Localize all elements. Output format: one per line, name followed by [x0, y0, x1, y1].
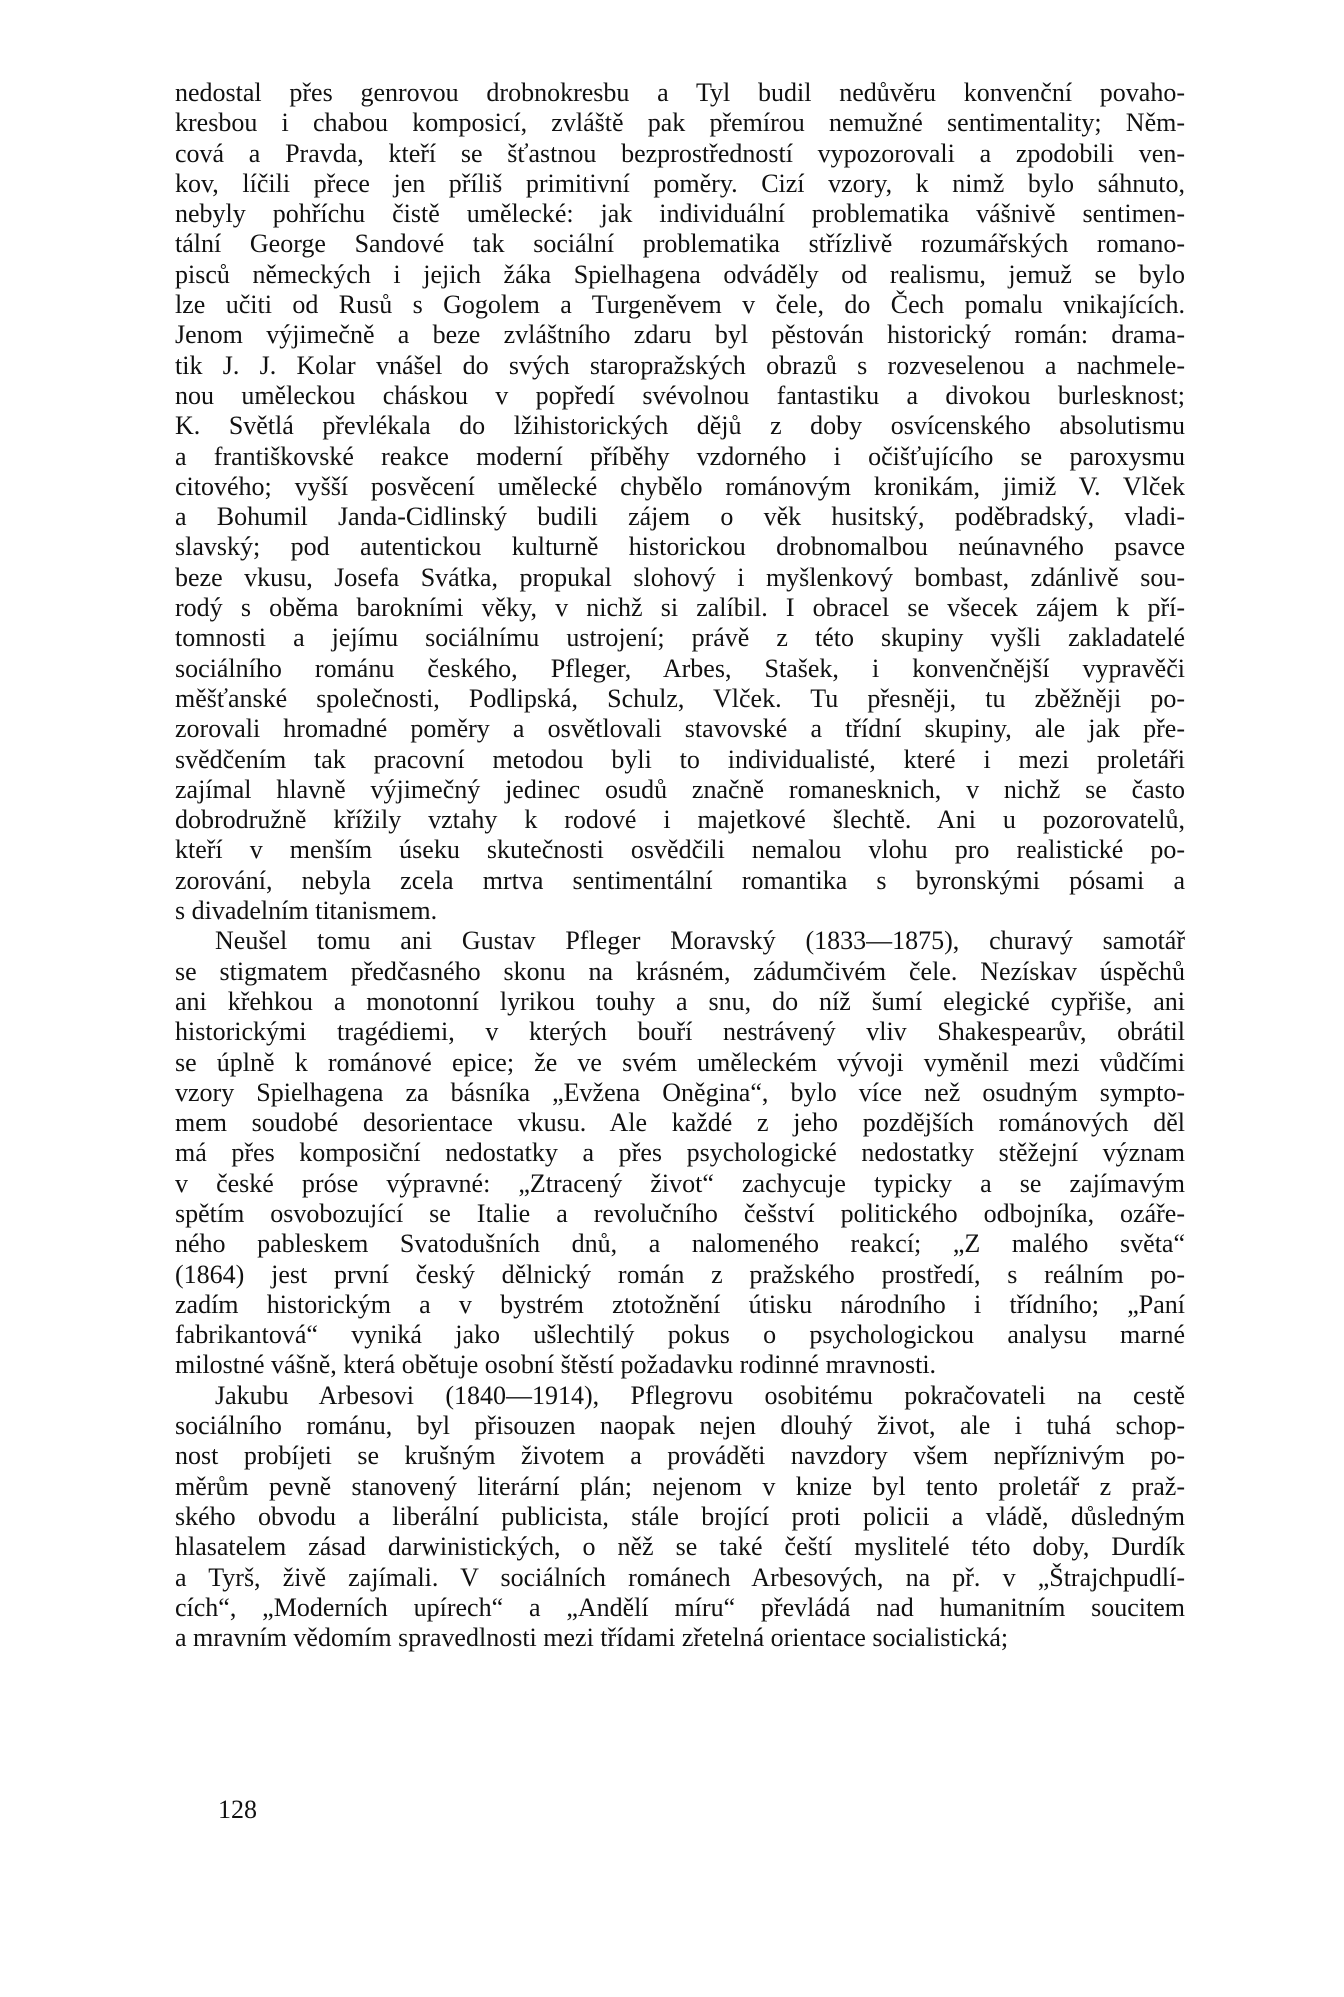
- text-line: kov, líčili přece jen příliš primitivní poměry. Cizí vzory, k nimž bylo sáhnuto,: [175, 168, 1185, 198]
- text-line: beze vkusu, Josefa Svátka, propukal slohový i myšlenkový bombast, zdánlivě sou-: [175, 562, 1185, 592]
- text-line: svědčením tak pracovní metodou byli to individualisté, které i mezi proletáři: [175, 744, 1185, 774]
- text-line: Neušel tomu ani Gustav Pfleger Moravský (1833—1875), churavý samotář: [215, 926, 1185, 956]
- text-line: a Tyrš, živě zajímali. V sociálních románech Arbesových, na př. v „Štrajchpudlí-: [175, 1562, 1185, 1592]
- text-line: ného pableskem Svatodušních dnů, a nalomeného reakcí; „Z malého světa“: [175, 1229, 1185, 1259]
- text-line: mem soudobé desorientace vkusu. Ale každé z jeho pozdějších románových děl: [175, 1108, 1185, 1138]
- text-line: má přes komposiční nedostatky a přes psychologické nedostatky stěžejní význam: [175, 1138, 1185, 1168]
- text-line: Jakubu Arbesovi (1840—1914), Pflegrovu osobitému pokračovateli na cestě: [215, 1380, 1185, 1410]
- text-line: lze učiti od Rusů s Gogolem a Turgeněvem v čele, do Čech pomalu vnikajících.: [175, 290, 1185, 320]
- text-line: dobrodružně křížily vztahy k rodové i majetkové šlechtě. Ani u pozorovatelů,: [175, 805, 1185, 835]
- text-line: tomnosti a jejímu sociálnímu ustrojení; právě z této skupiny vyšli zakladatelé: [175, 623, 1185, 653]
- text-line: (1864) jest první český dělnický román z pražského prostředí, s reálním po-: [175, 1259, 1185, 1289]
- text-line: rodý s oběma barokními věky, v nichž si zalíbil. I obracel se všecek zájem k pří-: [175, 593, 1185, 623]
- page-number: 128: [218, 1795, 257, 1824]
- text-line: zorovali hromadné poměry a osvětlovali stavovské a třídní skupiny, ale jak pře-: [175, 714, 1185, 744]
- text-line: nebyly pohříchu čistě umělecké: jak individuální problematika vášnivě sentimen-: [175, 199, 1185, 229]
- text-line: milostné vášně, která obětuje osobní štěstí požadavku rodinné mravnosti.: [175, 1350, 937, 1380]
- text-line: s divadelním titanismem.: [175, 896, 438, 926]
- text-line: K. Světlá převlékala do lžihistorických dějů z doby osvícenského absolutismu: [175, 411, 1185, 441]
- text-line: se stigmatem předčasného skonu na krásném, zádumčivém čele. Nezískav úspěchů: [175, 956, 1185, 986]
- text-line: měrům pevně stanovený literární plán; nejenom v knize byl tento proletář z praž-: [175, 1471, 1185, 1501]
- text-line: vzory Spielhagena za básníka „Evžena Oněgina“, bylo více než osudným sympto-: [175, 1077, 1185, 1107]
- text-line: cích“, „Moderních upírech“ a „Andělí míru“ převládá nad humanitním soucitem: [175, 1592, 1185, 1622]
- page-body: [175, 78, 1185, 1653]
- text-line: slavský; pod autentickou kulturně historickou drobnomalbou neúnavného psavce: [175, 532, 1185, 562]
- text-line: a Bohumil Janda-Cidlinský budili zájem o věk husitský, poděbradský, vladi-: [175, 502, 1185, 532]
- text-line: Jenom výjimečně a beze zvláštního zdaru byl pěstován historický román: drama-: [175, 320, 1185, 350]
- text-line: citového; vyšší posvěcení umělecké chybělo románovým kronikám, jimiž V. Vlček: [175, 471, 1185, 501]
- text-line: hlasatelem zásad darwinistických, o něž se také čeští myslitelé této doby, Durdík: [175, 1532, 1185, 1562]
- text-line: sociálního románu, byl přisouzen naopak nejen dlouhý život, ale i tuhá schop-: [175, 1411, 1185, 1441]
- text-line: a mravním vědomím spravedlnosti mezi třídami zřetelná orientace socialistická;: [175, 1623, 1009, 1653]
- paragraph-2: [175, 926, 1185, 1380]
- text-line: v české próse výpravné: „Ztracený život“ zachycuje typicky a se zajímavým: [175, 1168, 1185, 1198]
- text-line: se úplně k románové epice; že ve svém uměleckém vývoji vyměnil mezi vůdčími: [175, 1047, 1185, 1077]
- text-line: nedostal přes genrovou drobnokresbu a Tyl budil nedůvěru konvenční povaho-: [175, 78, 1185, 107]
- text-line: sociálního románu českého, Pfleger, Arbes, Stašek, i konvenčnější vypravěči: [175, 653, 1185, 683]
- text-line: spětím osvobozující se Italie a revolučního češství politického odbojníka, ozáře-: [175, 1198, 1185, 1228]
- text-line: zorování, nebyla zcela mrtva sentimentální romantika s byronskými pósami a: [175, 865, 1185, 895]
- paragraph-1: [175, 78, 1185, 926]
- text-line: pisců německých i jejich žáka Spielhagena odváděly od realismu, jemuž se bylo: [175, 259, 1185, 289]
- text-line: tik J. J. Kolar vnášel do svých staropražských obrazů s rozveselenou a nachmele-: [175, 350, 1185, 380]
- paragraph-3: [175, 1381, 1185, 1654]
- text-line: a františkovské reakce moderní příběhy vzdorného i očišťujícího se paroxysmu: [175, 441, 1185, 471]
- text-line: kteří v menším úseku skutečnosti osvědčili nemalou vlohu pro realistické po-: [175, 835, 1185, 865]
- text-line: kresbou i chabou komposicí, zvláště pak přemírou nemužné sentimentality; Něm-: [175, 108, 1185, 138]
- text-line: fabrikantová“ vyniká jako ušlechtilý pokus o psychologickou analysu marné: [175, 1320, 1185, 1350]
- text-line: cová a Pravda, kteří se šťastnou bezprostředností vypozorovali a zpodobili ven-: [175, 138, 1185, 168]
- text-line: tální George Sandové tak sociální problematika střízlivě rozumářských romano-: [175, 229, 1185, 259]
- text-line: ského obvodu a liberální publicista, stále brojící proti policii a vládě, důsledným: [175, 1501, 1185, 1531]
- text-line: ani křehkou a monotonní lyrikou touhy a snu, do níž šumí elegické cypřiše, ani: [175, 986, 1185, 1016]
- text-line: měšťanské společnosti, Podlipská, Schulz, Vlček. Tu přesněji, tu zběžněji po-: [175, 683, 1185, 713]
- text-line: nost probíjeti se krušným životem a prováděti navzdory všem nepříznivým po-: [175, 1441, 1185, 1471]
- text-line: zajímal hlavně výjimečný jedinec osudů značně romanesknich, v nichž se často: [175, 774, 1185, 804]
- text-line: nou uměleckou cháskou v popředí svévolnou fantastiku a divokou burlesknost;: [175, 380, 1185, 410]
- text-line: historickými tragédiemi, v kterých bouří nestrávený vliv Shakespearův, obrátil: [175, 1017, 1185, 1047]
- text-line: zadím historickým a v bystrém ztotožnění útisku národního i třídního; „Paní: [175, 1289, 1185, 1319]
